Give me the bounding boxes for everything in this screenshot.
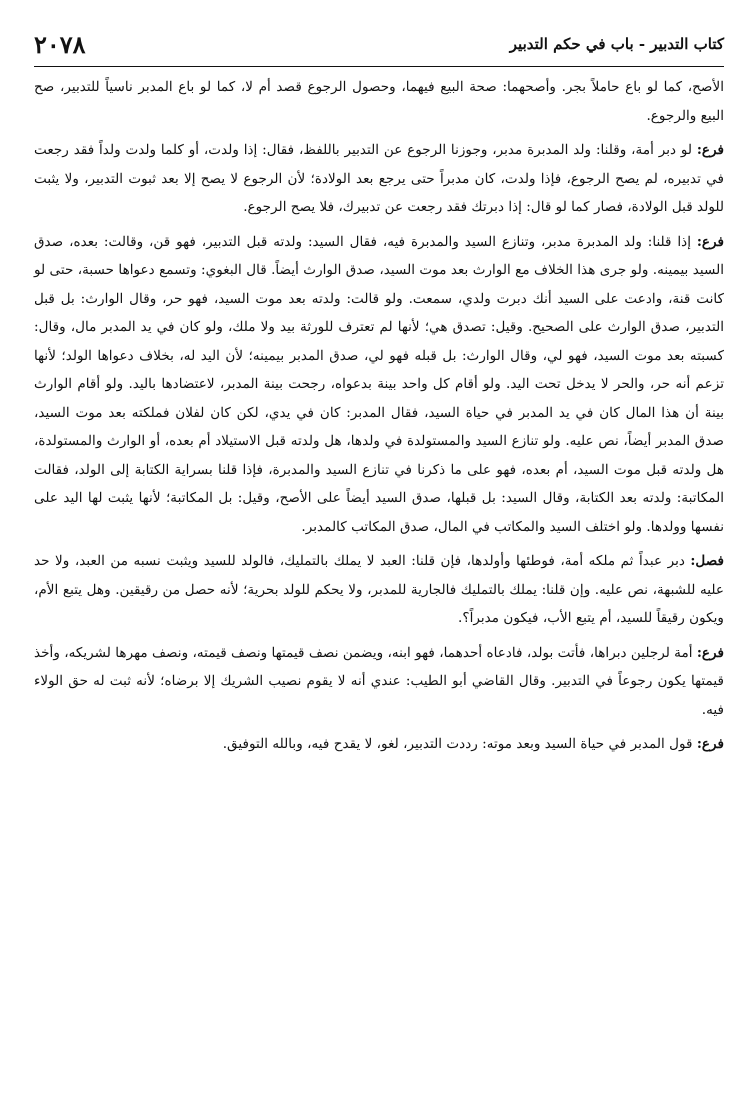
- paragraph-text: الأصح، كما لو باع حاملاً بجر. وأصحهما: صحة البيع فيهما، وحصول الرجوع قصد أم لا، كما لو باع المدبر ناسياً للتدبير، صح البيع والرجوع.: [34, 79, 724, 124]
- paragraph-text: دبر عبداً ثم ملكه أمة، فوطئها وأولدها، فإن قلنا: العبد لا يملك بالتمليك، فالولد للسيد ويثبت نسبه من العبد، ولا حد عليه للشبهة، نص عليه. وإن قلنا: يملك بالتمليك فالجارية للمدبر، ولا يحكم للولد بحرية؛ لأنه حصل من رقيقين. وهل يتبع الأم، ويكون رقيقاً للسيد، أم يتبع الأب، فيكون مدبراً؟.: [34, 553, 724, 626]
- paragraph-continuation: [34, 73, 724, 130]
- paragraph-text: لو دبر أمة، وقلنا: ولد المدبرة مدبر، وجوزنا الرجوع عن التدبير باللفظ، فقال: إذا ولدت، أو كلما ولدت ولداً فقد رجعت في تدبيره، لم يصح الرجوع، فإذا ولدت، كان مدبراً حتى يرجع بعد الولادة؛ لأن الرجوع لا يصح إلا بعد ثبوت التدبير، ولا يثبت للولد قبل الولادة، فصار كما لو قال: إذا دبرتك فقد رجعت عن تدبيرك، فلا يصح الرجوع.: [34, 142, 724, 215]
- paragraph-far-1: [34, 136, 724, 222]
- running-title: كتاب التدبير - باب في حكم التدبير: [509, 35, 724, 53]
- paragraph-fasl: [34, 547, 724, 633]
- paragraph-text: قول المدبر في حياة السيد وبعد موته: رددت التدبير، لغو، لا يقدح فيه، وبالله التوفيق.: [222, 736, 697, 752]
- paragraph-far-3: [34, 639, 724, 725]
- section-marker: فرع:: [696, 142, 724, 158]
- section-marker: فرع:: [696, 644, 724, 661]
- paragraph-text: إذا قلنا: ولد المدبرة مدبر، وتنازع السيد والمدبرة فيه، فقال السيد: ولدته قبل التدبير، فهو قن، وقالت: بعده، صدق السيد بيمينه. ولو جرى هذا الخلاف مع الوارث بعد موت السيد، صدق الوارث أيضاً. قال البغوي: وتسمع دعواها حسبة، حتى لو كانت قنة، وادعت على السيد أنك دبرت ولدي، سمعت. ولو قالت: ولدته بعد موت السيد، فهو حر، وقال الوارث: بل قبل التدبير، صدق الوارث على الصحيح. وقيل: تصدق هي؛ لأنها لم تعترف للورثة بيد ولا ملك، ولو كان في يد المدبر مال، وقال: كسبته بعد موت السيد، فهو لي، وقال الوارث: بل قبله فهو لي، صدق المدبر بيمينه؛ لأن اليد له، بخلاف دعواها الولد؛ لأنها تزعم أنه حر، والحر لا يدخل تحت اليد. ولو أقام كل واحد بينة بدعواه، رجحت بينة المدبر، لاعتضادها باليد. ولو أقام الوارث بينة أن هذا المال كان في يد المدبر في حياة السيد، فقال المدبر: كان في يدي، لكن كان لفلان فملكته بعد موت السيد، صدق المدبر أيضاً، نص عليه. ولو تنازع السيد والمستولدة في ولدها، هل ولدته قبل الاستيلاد أم بعده، أو الوارث والمستولدة، هل ولدته قبل موت السيد، أم بعده، فهو على ما ذكرنا في تنازع السيد والمدبرة، فإذا قلنا بسراية الكتابة إلى الولد، فقالت المكاتبة: ولدته بعد الكتابة، وقال السيد: بل قبلها، صدق السيد أيضاً على الأصح، وقيل: بل المكاتبة؛ لأنها يثبت لها اليد على نفسها وولدها. ولو اختلف السيد والمكاتب في المال، صدق المكاتب كالمدبر.: [34, 233, 724, 535]
- section-marker: فصل:: [690, 553, 724, 569]
- section-marker: فرع:: [696, 233, 724, 250]
- paragraph-far-2: [34, 228, 724, 542]
- book-page: [34, 30, 724, 765]
- paragraph-far-4: [34, 730, 724, 759]
- section-marker: فرع:: [696, 736, 724, 752]
- paragraph-text: أمة لرجلين دبراها، فأتت بولد، فادعاه أحدهما، فهو ابنه، ويضمن نصف قيمتها ونصف قيمته، ونصف مهرها لشريكه، وأخذ قيمتها يكون رجوعاً في التدبير. وقال القاضي أبو الطيب: عندي أنه لا يقوم نصيب الشريك إلا برضاه؛ لأنه ثبت له حق الولاء فيه.: [34, 644, 724, 718]
- page-header: [34, 30, 724, 67]
- page-body: [34, 73, 724, 759]
- page-number: ٢٠٧٨: [34, 30, 86, 59]
